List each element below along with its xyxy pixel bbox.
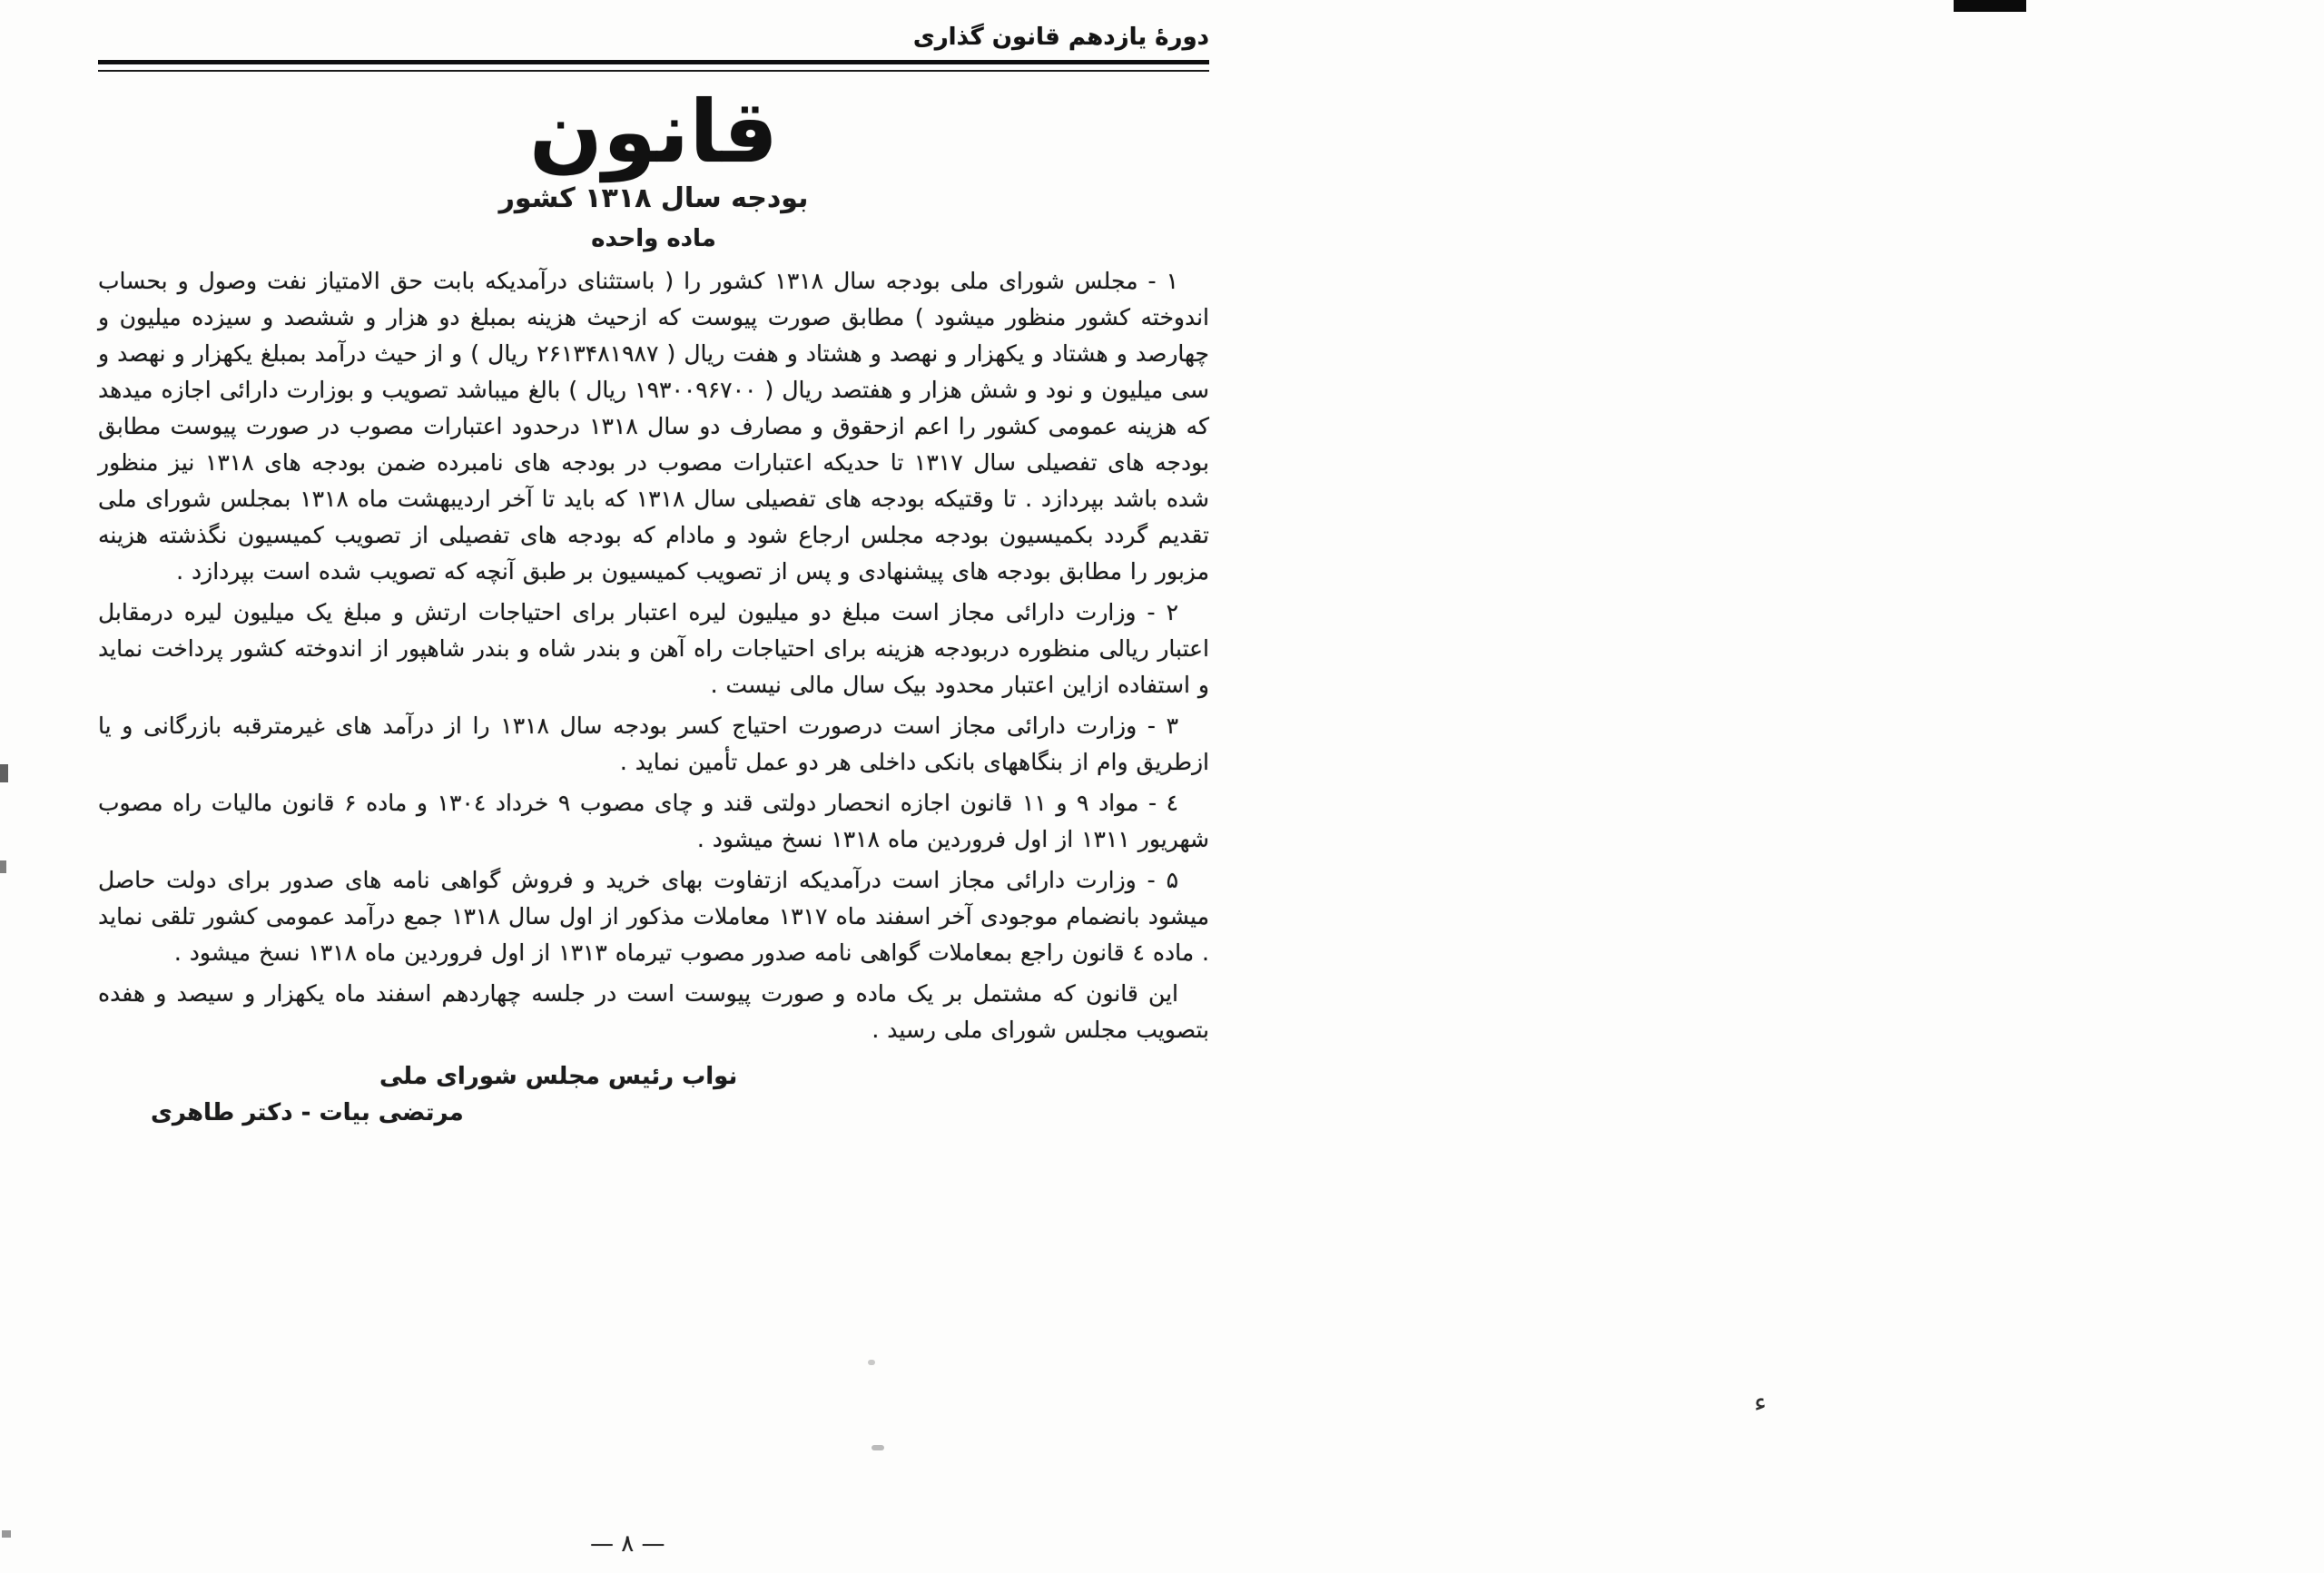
paragraph-5: ۵ - وزارت دارائی مجاز است درآمدیکه ازتفاوت بهای خرید و فروش گواهی نامه های صدور برای دولت حاصل میشود بانضمام موجودی آخر اسفند ماه ۱۳۱۷ معاملات مذکور از اول سال ۱۳۱۸ جمع درآمد عمومی کشور تلقی نماید . ماده ٤ قانون راجع بمعاملات گواهی نامه صدور مصوب تیرماه ۱۳۱۳ از اول فروردین ماه ۱۳۱۸ نسخ میشود .	[98, 867, 1209, 967]
document-body	[98, 24, 1209, 1126]
scan-artifact-speck-1	[872, 1445, 884, 1450]
scan-artifact-top-bar	[1954, 0, 2026, 12]
closing-paragraph: این قانون که مشتمل بر یک ماده و صورت پیوست است در جلسه چهاردهم اسفند ماه یکهزار و سیصد و هفده بتصویب مجلس شورای ملی رسید .	[98, 980, 1209, 1044]
paragraph-4: ٤ - مواد ۹ و ۱۱ قانون اجازه انحصار دولتی قند و چای مصوب ۹ خرداد ۱۳۰٤ و ماده ۶ قانون مالیات راه مصوب شهریور ۱۳۱۱ از اول فروردین ماه ۱۳۱۸ نسخ میشود .	[98, 790, 1209, 853]
law-title: قانون	[528, 83, 779, 182]
page-number: — ۸ —	[590, 1530, 665, 1558]
signature-role: نواب رئیس مجلس شورای ملی	[379, 1063, 738, 1091]
header-double-rule	[98, 60, 1209, 72]
article-heading: ماده واحده	[591, 225, 716, 253]
scan-artifact-stray-glyph: ء	[1754, 1387, 1768, 1419]
scan-artifact-speck-2	[868, 1360, 875, 1365]
paragraph-3: ۳ - وزارت دارائی مجاز است درصورت احتیاج کسر بودجه سال ۱۳۱۸ را از درآمد های غیرمترقبه بازرگانی و یا ازطریق وام از بنگاههای بانکی داخلی هر دو عمل تأمین نماید .	[98, 713, 1209, 776]
paragraph-1: ۱ - مجلس شورای ملی بودجه سال ۱۳۱۸ کشور را ( باستثنای درآمدیکه بابت حق الامتیاز نفت وصول و بحساب اندوخته کشور منظور میشود ) مطابق صورت پیوست که ازحیث هزینه بمبلغ دو هزار و ششصد و سیزده میلیون و چهارصد و هشتاد و یکهزار و نهصد و هشتاد و هفت ریال ( ۲۶۱۳۴۸۱۹۸۷ ریال ) و از حیث درآمد بمبلغ یکهزار و نهصد و سی میلیون و نود و شش هزار و هفتصد ریال ( ۱۹۳۰۰۹۶۷۰۰ ریال ) بالغ میباشد تصویب و بوزارت دارائی اجازه میدهد که هزینه عمومی کشور را اعم ازحقوق و مصارف دو سال ۱۳۱۸ درحدود اعتبارات مصوب در صورت پیوست مطابق بودجه های تفصیلی سال ۱۳۱۷ تا حدیکه اعتبارات مصوب در بودجه های نامبرده ضمن بودجه های ۱۳۱۸ نیز منظور شده باشد بپردازد . تا وقتیکه بودجه های تفصیلی سال ۱۳۱۸ که باید تا آخر اردیبهشت ماه ۱۳۱۸ بمجلس شورای ملی تقدیم گردد بکمیسیون بودجه مجلس ارجاع شود و مادام که بودجه های تفصیلی از تصویب کمیسیون نگذشته هزینه مزبور را مطابق بودجه های پیشنهادی و پس از تصویب کمیسیون بر طبق آنچه که تصویب شده است بپردازد .	[98, 268, 1210, 585]
law-subtitle: بودجه سال ۱۳۱۸ کشور	[498, 182, 809, 215]
legislature-period-header: دورهٔ یازدهم قانون گذاری	[912, 24, 1209, 51]
article-text	[98, 263, 1209, 1048]
scan-artifact-left-edge-3	[2, 1530, 11, 1538]
paragraph-2: ۲ - وزارت دارائی مجاز است مبلغ دو میلیون لیره اعتبار برای احتیاجات ارتش و مبلغ یک میلیون لیره درمقابل اعتبار ریالی منظوره دربودجه هزینه برای احتیاجات راه آهن و بندر شاه و بندر شاهپور از اندوخته کشور پرداخت نماید و استفاده ازاین اعتبار محدود بیک سال مالی نیست .	[98, 599, 1209, 699]
scan-artifact-left-edge-2	[0, 860, 6, 873]
signature-names: مرتضی بیات - دکتر طاهری	[151, 1099, 464, 1127]
scan-artifact-left-edge-1	[0, 764, 8, 782]
